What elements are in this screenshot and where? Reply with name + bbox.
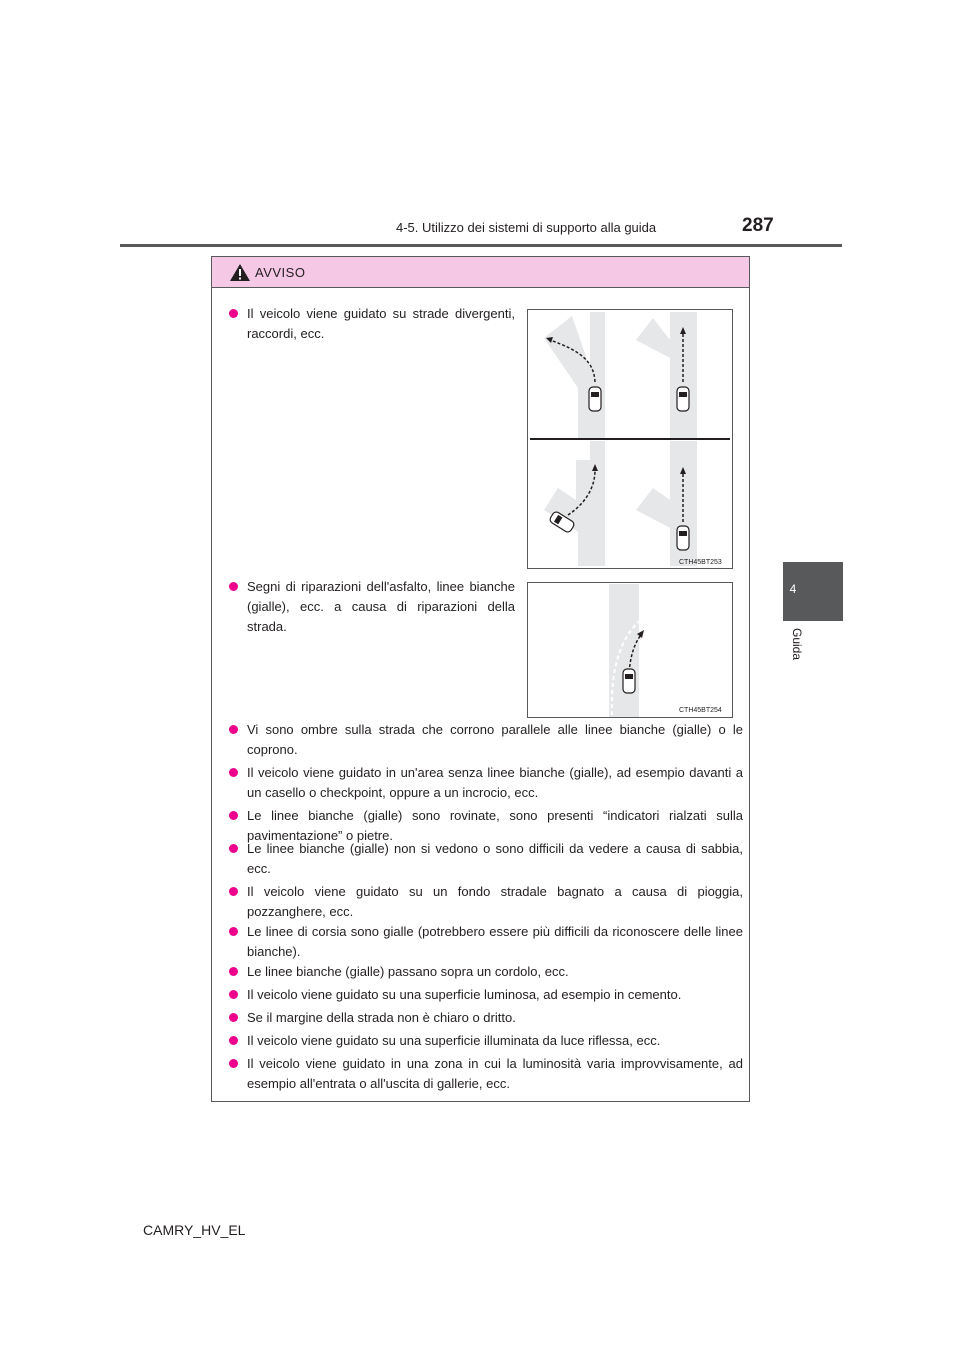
chapter-label (790, 628, 806, 688)
warning-triangle-icon (229, 263, 251, 282)
list-item (229, 882, 743, 922)
road-repairs-illustration (528, 583, 732, 717)
model-code: CAMRY_HV_EL (143, 1222, 246, 1238)
warning-header (212, 257, 749, 288)
bullet-dot (229, 887, 238, 896)
figure-code: CTH45BT253 (679, 559, 722, 566)
page-number: 287 (742, 215, 774, 236)
list-item-text: Le linee bianche (gialle) passano sopra un cordolo, ecc. (247, 964, 569, 979)
bullet-dot (229, 844, 238, 853)
list-item-text: Le linee di corsia sono gialle (potrebbero essere più difficili da riconoscere delle linee bianche). (247, 924, 743, 959)
bullet-dot (229, 811, 238, 820)
chapter-label-text: Guida (790, 628, 804, 661)
list-item (229, 304, 515, 344)
list-item-text: Il veicolo viene guidato su una superficie luminosa, ad esempio in cemento. (247, 987, 682, 1002)
list-item-text: Il veicolo viene guidato su un fondo stradale bagnato a causa di pioggia, pozzanghere, ecc. (247, 884, 743, 919)
list-item (229, 1054, 743, 1094)
bullet-dot (229, 768, 238, 777)
figure-code: CTH45BT254 (679, 707, 722, 714)
list-item-text: Il veicolo viene guidato su una superficie illuminata da luce riflessa, ecc. (247, 1033, 661, 1048)
bullet-dot (229, 1013, 238, 1022)
list-item (229, 962, 743, 982)
list-item-text: Il veicolo viene guidato su strade divergenti, raccordi, ecc. (247, 306, 515, 341)
figure-divergent-roads (527, 309, 733, 569)
list-item (229, 839, 743, 879)
chapter-tab (783, 562, 843, 621)
list-item-text: Vi sono ombre sulla strada che corrono parallele alle linee bianche (gialle) o le coprono. (247, 722, 743, 757)
bullet-dot (229, 582, 238, 591)
bullet-dot (229, 967, 238, 976)
warning-title: AVVISO (255, 265, 306, 280)
list-item (229, 922, 743, 962)
list-item (229, 763, 743, 803)
list-item (229, 720, 743, 760)
car-icon (623, 669, 635, 693)
bullet-dot (229, 1036, 238, 1045)
bullet-dot (229, 1059, 238, 1068)
list-item-text: Le linee bianche (gialle) non si vedono o sono difficili da vedere a causa di sabbia, ecc. (247, 841, 743, 876)
bullet-dot (229, 725, 238, 734)
list-item (229, 577, 515, 637)
list-item (229, 1031, 743, 1051)
section-title: 4-5. Utilizzo dei sistemi di supporto alla guida (396, 220, 657, 235)
list-item-text: Se il margine della strada non è chiaro o dritto. (247, 1010, 516, 1025)
list-item (229, 1008, 743, 1028)
header-rule (120, 244, 842, 247)
list-item (229, 985, 743, 1005)
car-icon (677, 526, 689, 550)
list-item-text: Il veicolo viene guidato in una zona in cui la luminosità varia improvvisamente, ad esempio all'entrata o all'uscita di gallerie, ecc. (247, 1056, 743, 1091)
car-icon (589, 387, 601, 411)
chapter-number: 4 (789, 582, 797, 596)
car-icon (677, 387, 689, 411)
divergent-roads-illustration (528, 310, 732, 568)
list-item-text: Le linee bianche (gialle) sono rovinate, sono presenti “indicatori rialzati sulla pavimentazione” o pietre. (247, 808, 743, 843)
figure-road-repairs (527, 582, 733, 718)
list-item-text: Il veicolo viene guidato in un'area senza linee bianche (gialle), ad esempio davanti a un casello o checkpoint, oppure a un incrocio, ecc. (247, 765, 743, 800)
bullet-dot (229, 927, 238, 936)
list-item-text: Segni di riparazioni dell'asfalto, linee bianche (gialle), ecc. a causa di riparazioni della strada. (247, 579, 515, 634)
bullet-dot (229, 990, 238, 999)
bullet-dot (229, 309, 238, 318)
